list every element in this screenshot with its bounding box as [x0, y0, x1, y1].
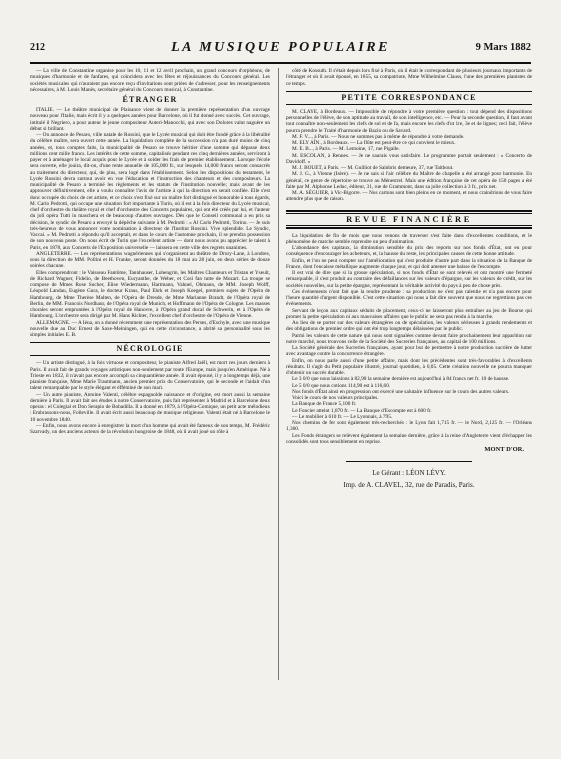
revue-heading-box [286, 210, 532, 229]
paragraph: M. E. B..., à Paris. — M. Lemoine, 17, rue Pigalle. [292, 146, 400, 153]
right-column [286, 68, 532, 488]
necrologie-heading: NÉCROLOGIE [30, 342, 270, 356]
paragraph: La Banque de France 5,100 fr. [292, 401, 357, 408]
page-header [30, 40, 531, 64]
paragraph: — On annonce de Pesaro, ville natale de Rossini, que le Lycée musical qui doit être fondé grâce à la libéralité du célèbre maître, sera ouvert cette année. La liquidation complète de la succession n'a pas duré moins de cinq années, et, tous comptes faits, la municipalité de Pesaro se trouve héritier d'une somme qui dépasse deux millions cent mille francs. Les intérêts de cette somme, capitalisés pendant ces cinq dernières années, serviront à payer et à aménager le local acquis pour le Lycée et à solder les frais de premier établissement. Lorsque l'école sera ouverte, elle jouira, dit-on, d'une rente annuelle de 105,000 fr., sur lesquels 14,000 francs seront consacrés au traitement du directeur, qui, de plus, sera logé dans l'établissement. Selon les dispositions du testament, le Lycée Rossini devra surtout avoir en vue l'éducation et l'instruction des chanteurs et des compositeurs. La municipalité de Pesaro a terminé les règlements et les statuts de l'institution nouvelle; mais avant de les approuver définitivement, elle a voulu connaître l'avis de l'artiste à qui la direction en serait confiée. Elle s'est donc occupée du choix de cet artiste, et ce choix s'est fixé sur un maître fort distingué et honorable à tous égards, M. Carlo Pedrotti, qui occupe une situation fort importante à Turin, où il est à la fois directeur du Lycée musical, chef d'orchestre du théâtre royal et chef d'orchestre des Concerts populaires, qui ont été créés par lui, et l'auteur du joli opéra Tutti in maschera et de beaucoup d'autres ouvrages. Dès que le Conseil communal a eu pris sa décision, le syndic de Pesaro a envoyé la dépêche suivante à M. Pedrotti : « Al Carlo Pedrotti, Torino. — Je suis très-heureux de vous annoncer votre nomination à directeur de l'Institut Rossini. Vive splendide. Le Syndic, Vaccai. » M. Pedrotti a répondu qu'il acceptait, et dans le cours de l'automne prochain, il se prendra possession de son nouveau poste. On nous écrit de Turin que l'excellent artiste — dont nous avons pu apprécier le talent à Paris, en 1878, aux Concerts de l'Exposition universelle — laissera en cette ville des regrets unanimes. [30, 132, 270, 251]
paragraph: Enfin, et l'on ne peut compter sur l'amélioration qui s'est produite d'autre part dans la situation de la Banque de France, dont l'encaisse métallique augmente chaque jour, et qui doit amener une baisse de l'escompte. [286, 257, 532, 270]
paragraph: Nos chemins de fer sont également très-recherchés : le Lyon fait 1,715 fr. — le Nord, 2,125 fr. — l'Orléans 1,360. [286, 420, 532, 433]
left-column [30, 68, 270, 435]
column-divider [278, 68, 279, 680]
left-intro [30, 68, 270, 93]
paragraph: M. J. G., à Vienne (Isère). — Je ne sais si l'air célèbre du Maître de chapelle a été arrangé pour harmonie. En général, ce genre de répertoire se trouve au Ménestrel. Mais une édition française de cet opéra de 150 pages a été faite par M. Alphonse Leduc, éditeur, 31, rue de Grammont, dans sa jolie collection à 3 fr., prix net. [286, 171, 532, 190]
paragraph: ITALIE. — Le théâtre municipal de Plaisance vient de donner la première représentation d'un ouvrage nouveau pour l'Italie, mais écrit il y a quelques années pour Barcelone, où il fut donné avec succès. Cet ouvrage, intitulé il Negriero, a pour auteur le jeune compositeur Auteri-Manocchi, qui avec son Dolores valut naguère un début si brillant. [30, 107, 270, 132]
revue-section [286, 233, 532, 446]
paragraph: Servant de leçon aux capitaux séduits de placement, ceux-ci ne laisseront plus entraîner au jeu de Bourse qui promet la petite spéculation ni aux mauvaises affaires que le public ne sera pas rendu à la marche. [286, 307, 532, 320]
signature: MONT D'OR. [484, 446, 524, 453]
paragraph: ANGLETERRE. — Les représentations wagnériennes qui s'organisent au théâtre de Drury-Lane, à Londres, sous la direction de MM. Pollini et H. Franke, seront données du 18 mai au 28 juin, en deux séries de douze soirées chacune. [30, 250, 270, 270]
paragraph: M. J. BOUET, à Paris. — M. Guilliot de Sainbris demeure, 37, rue Taitbout. [292, 165, 454, 171]
page-number: 212 [30, 42, 45, 53]
etranger-heading: ÉTRANGER [122, 95, 178, 104]
paragraph: M. F. V..., à Paris. — Nous ne sommes pas à même de répondre à votre demande. [292, 133, 465, 140]
paragraph: M. A. SÉGUIER, à Vic-Bigorre. — Nos cartons sont bien pleins en ce moment, et nous craindrions de vous faire attendre plus que de raison. [286, 190, 532, 203]
paragraph: Le 5 0/0 que nous cotions 114,90 est à 116,60. [292, 382, 391, 389]
paragraph: Ces événements n'ont fait que la rendre prudente : sa production ne s'est pas ralentie et n'a pas encore pour l'heure quantité d'argent disponible. C'est cette situation qui nous a fait dire souvent que nous ne regrettions pas ces événements. [286, 288, 532, 308]
paragraph: — Un autre pianiste, Antoine Valenti, célèbre espagnolde naissance et d'origine, est mort aussi la semaine dernière à Paris. Il avait fait ses études à notre Conservatoire, puis fait représenter à Madrid et à Barcelone deux operas : el Colegial et Don Serapio de Bobadilla. Il a donné en 1879, à l'Opéra-Comique, un petit acte mélodieux : Embrassons-nous, Folleville. Il avait écrit aussi beaucoup de musique religieuse. Valenti était né à Barcelone le 10 novembre 1840. [30, 391, 270, 423]
correspondance-heading: PETITE CORRESPONDANCE [286, 91, 532, 105]
paragraph: M. ESCOLAN, à Rennes. — Je ne saurais vous satisfaire. Le programme portait seulement : « Concerto de Davidoff. » [286, 152, 532, 165]
paragraph: — Un artiste distingué, à la fois virtuose et compositeur, le pianiste Alfred Jaëll, est mort ces jours derniers à Paris. Il avait fait de grands voyages artistiques non-seulement par toute l'Europe, mais jusqu'en Amérique. Né à Trieste en 1832, il n'avait pas encore accompli sa cinquantième année. Il avait épousé, il y a longtemps déjà, une pianiste française, Mme Marie Trautmann, ancien premier prix du Conservatoire, qui le seconde et l'aidait d'un talent remarquable par le style élégant et éfféminé de son mari. [30, 360, 270, 392]
issue-date: 9 Mars 1882 [475, 42, 531, 53]
paragraph: Voici le cours de nos valeurs principales. [292, 395, 379, 401]
imprint-line: Imp. de A. CLAVEL, 32, rue de Paradis, Paris. [343, 480, 475, 489]
etranger-section [30, 107, 270, 338]
paragraph: Parmi les valeurs de cette nature qui nous sont signalées comme devant faire prochainement leur apparition sur notre marché, nous trouvons celle de la Société des Sucreries françaises, au capital de 100 millions. [286, 332, 532, 345]
paragraph: Elles comprendront : le Vaisseau Fantôme, Tannhauser, Lohengrin, les Maîtres Chanteurs et Tristan et Yseult, de Richard Wagner, Fidelio, de Beethoven, Euryanthe, de Weber, et Così fan tutte de Mozart. La troupe se compose de Mmes Rose Sucher, Elise Wiedermann, Hartmann, Vahnel, Ohmann, de MM. Joseph Wolff, Léopold Landau, Eugène Gura, le docteur Kraus, Paul Ehrk et Joseph Koegel, premiers sujets de l'Opéra de Hambourg, de Mme Therèse Malten, de l'Opéra de Dresde, de Mme Marianne Brandt, de l'Opéra royal de Berlin, de MM. Francois Nordhaur, de l'Opéra royal de Munich, et Hoffmann de l'Opéra de Cologne. Les masses chorales seront empruntées à l'Opéra royal de Hanovre, à l'Opéra grand ducal de Schwerin, et à l'Opéra de Hambourg. L'orchestre sera dirigé par M. Hans Richter, l'excellent chef d'orchestre de l'Opéra de Vienne. [30, 269, 270, 320]
paragraph: Nos fonds d'État ainsi en progression ont exercé une salutaire influence sur le cours des autres valeurs. [292, 388, 510, 395]
paragraph: — Le mobilier à 610 fr. — Le Lyonnais, à 795. [292, 413, 393, 420]
paragraph: M. ELY AÎN., à Bordeaux. — La flûte est peut-être ce qui convient le mieux. [292, 140, 456, 146]
necrologie-section [30, 360, 270, 435]
right-intro [286, 68, 532, 87]
paragraph: La Société générale des Sucreries françaises, ayant pour but de permettre à notre production sucrière de lutter avec avantage contre la concurrence étrangère. [286, 345, 532, 358]
gerant-rule [346, 461, 472, 462]
paragraph: Enfin, on nous parle aussi d'une petite affaire, mais dont les précédentes sont très-favorables à d'excellents résultats. Il s'agit du Petit populaire illustré, journal quotidien, à 0,05. Cette création nouvelle ne pourra manquer d'obtenir un succès durable. [286, 357, 532, 376]
paragraph: Les Fonds étrangers se relèvent également la semaine dernière, grâce à la reine d'Angleterre vient d'échapper les consolidés sont tous sensiblement en reprise. [286, 432, 532, 445]
paragraph: — La ville de Constantine organise pour les 10, 11 et 12 avril prochain, un grand concours d'orphéons, de musiques d'harmonie et de fanfares, qui coïncidera avec les fêtes et réjouissances du Concours général. Les sociétés musicales qui n'auraient pas encore reçu d'invitations sont priées de s'adresser, pour les renseignements nécessaires, à M. Louis Manès, secrétaire général du Concours musical, à Constantine. [30, 68, 270, 93]
correspondance-section [286, 109, 532, 203]
paragraph: Au lieu de se porter sur des valeurs étrangères ou de spéculation, les valeurs sérieuses à grands rendements et des obligations de premier ordre qui ont été trop longtemps délaissées par le public. [286, 320, 532, 333]
paragraph: Il est vrai de dire que si la grosse spéculation, si nos fonds d'État se sont relevés et ont montré une fermeté remarquable, il s'est produit au contraire des défaillances sur les valeurs d'épargne, sur les valeurs de crédit, sur les sociétés nouvelles, sur la petite épargne, représentant la véritable activité du pays à peu de chose près. [286, 270, 532, 289]
journal-title: LA MUSIQUE POPULAIRE [171, 40, 390, 55]
paragraph: ALLEMAGNE. — A Iéna, on a donné récemment une représentation des Perses, d'Eschyle, avec une musique nouvelle due au Duc Ernest de Saxe-Meiningen, qui en cette circonstance, a abrité sa personnalité sous les simples initiales E. B. [30, 319, 270, 338]
gerant-line: Le Gérant : LÉON LÉVY. [372, 469, 446, 478]
paragraph: M. CLAYE, à Bordeaux. — Impossible de répondre à votre première question : tout dépend des dispositions personnelles de l'élève, de son aptitude au travail, de son intelligence, etc. — Pour la seconde question, il faut avant tout connaître non-seulement les clefs de sol et de fa, mais encore les clefs d'ut 1re, 3e et 4e lignes; ceci fait, l'élève pourra prendre le Traité d'harmonie de Bazin ou de Savard. [286, 108, 532, 134]
paragraph: Le 3 0/0 que nous laissions à 82,90 la semaine dernière est aujourd'hui à 84 francs net fr. 10 de hausse. [292, 376, 510, 383]
paragraph: Le Foncier atteint 1,870 fr. — La Banque d'Escompte est à 600 fr. [292, 407, 432, 414]
paragraph: — Enfin, nous avons encore à enregistrer la mort d'un homme qui avait été fameux de son temps, M. Frédéric Szarvady, un des anciens acteurs de la révolution hongroise de 1848, où il avait joué un rôle à [30, 422, 270, 435]
revue-heading: REVUE FINANCIÈRE [286, 213, 532, 226]
paragraph: La liquidation de fin de mois que nous venons de traverser s'est faite dans d'excellentes conditions, et le phénomène de marche semble reprendre un peu d'animation. [286, 232, 532, 245]
paragraph: L'abondance des capitaux, la diminution sensible du prix des reports sur nos fonds d'État, ont eu pour conséquence d'encourager les acheteurs, et, la hausse du reste, les principales causes de cette bonne attitude. [286, 245, 532, 258]
paragraph: côté de Kossuth. Il s'était depuis lors fixé à Paris, où il était le correspondant de plusieurs journaux importants de l'étranger et où il avait épousé, en 1855, sa compatriote, Mme Wilhelmine Clauss, l'une des premières pianistes de ce temps. [286, 68, 532, 87]
